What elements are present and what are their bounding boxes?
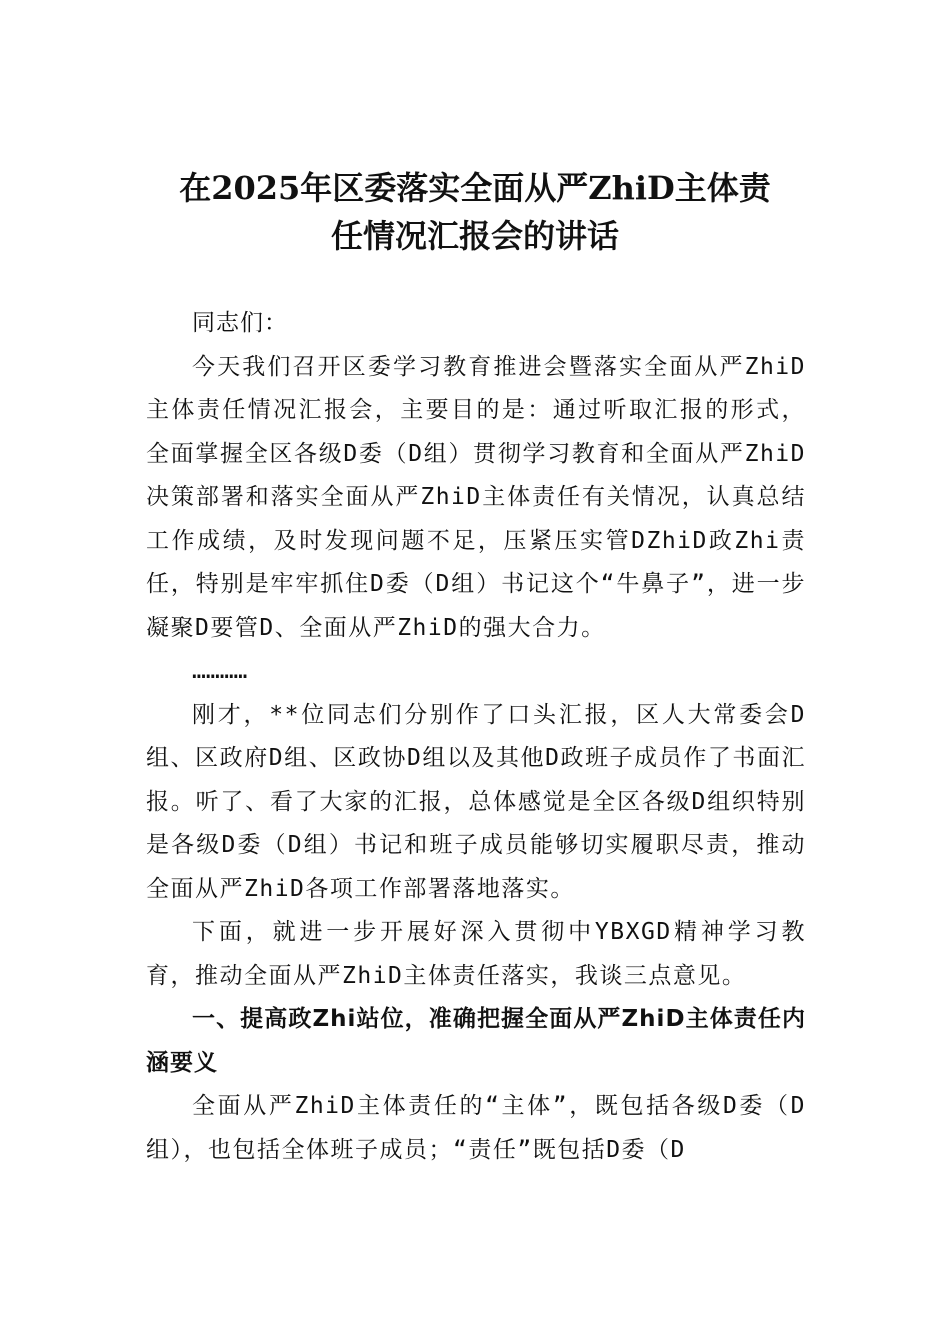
document-body (146, 302, 806, 1172)
title-line-1: 在2025年区委落实全面从严ZhiD主体责 (179, 169, 771, 207)
section-heading-1: 一、提高政Zhi站位，准确把握全面从严ZhiD主体责任内涵要义 (146, 1006, 806, 1076)
greeting: 同志们： (192, 310, 288, 336)
paragraph-intro: 今天我们召开区委学习教育推进会暨落实全面从严ZhiD主体责任情况汇报会，主要目的是：通过听取汇报的形式，全面掌握全区各级D委（D组）贯彻学习教育和全面从严ZhiD决策部署和落实全面从严ZhiD主体责任有关情况，认真总结工作成绩，及时发现问题不足，压紧压实管DZhiD政Zhi责任，特别是牢牢抓住D委（D组）书记这个“牛鼻子”，进一步凝聚D要管D、全面从严ZhiD的强大合力。 (146, 353, 806, 641)
title-line-2: 任情况汇报会的讲话 (330, 217, 619, 255)
section-paragraph-1: 全面从严ZhiD主体责任的“主体”，既包括各级D委（D组），也包括全体班子成员；“责任”既包括D委（D (146, 1093, 806, 1163)
paragraph-ellipsis: ………… (192, 658, 248, 684)
document-title (140, 164, 810, 260)
paragraph-next: 下面，就进一步开展好深入贯彻中YBXGD精神学习教育，推动全面从严ZhiD主体责任落实，我谈三点意见。 (146, 919, 806, 989)
paragraph-reports: 刚才，**位同志们分别作了口头汇报，区人大常委会D组、区政府D组、区政协D组以及其他D政班子成员作了书面汇报。听了、看了大家的汇报，总体感觉是全区各级D组织特别是各级D委（D组）书记和班子成员能够切实履职尽责，推动全面从严ZhiD各项工作部署落地落实。 (146, 701, 806, 902)
